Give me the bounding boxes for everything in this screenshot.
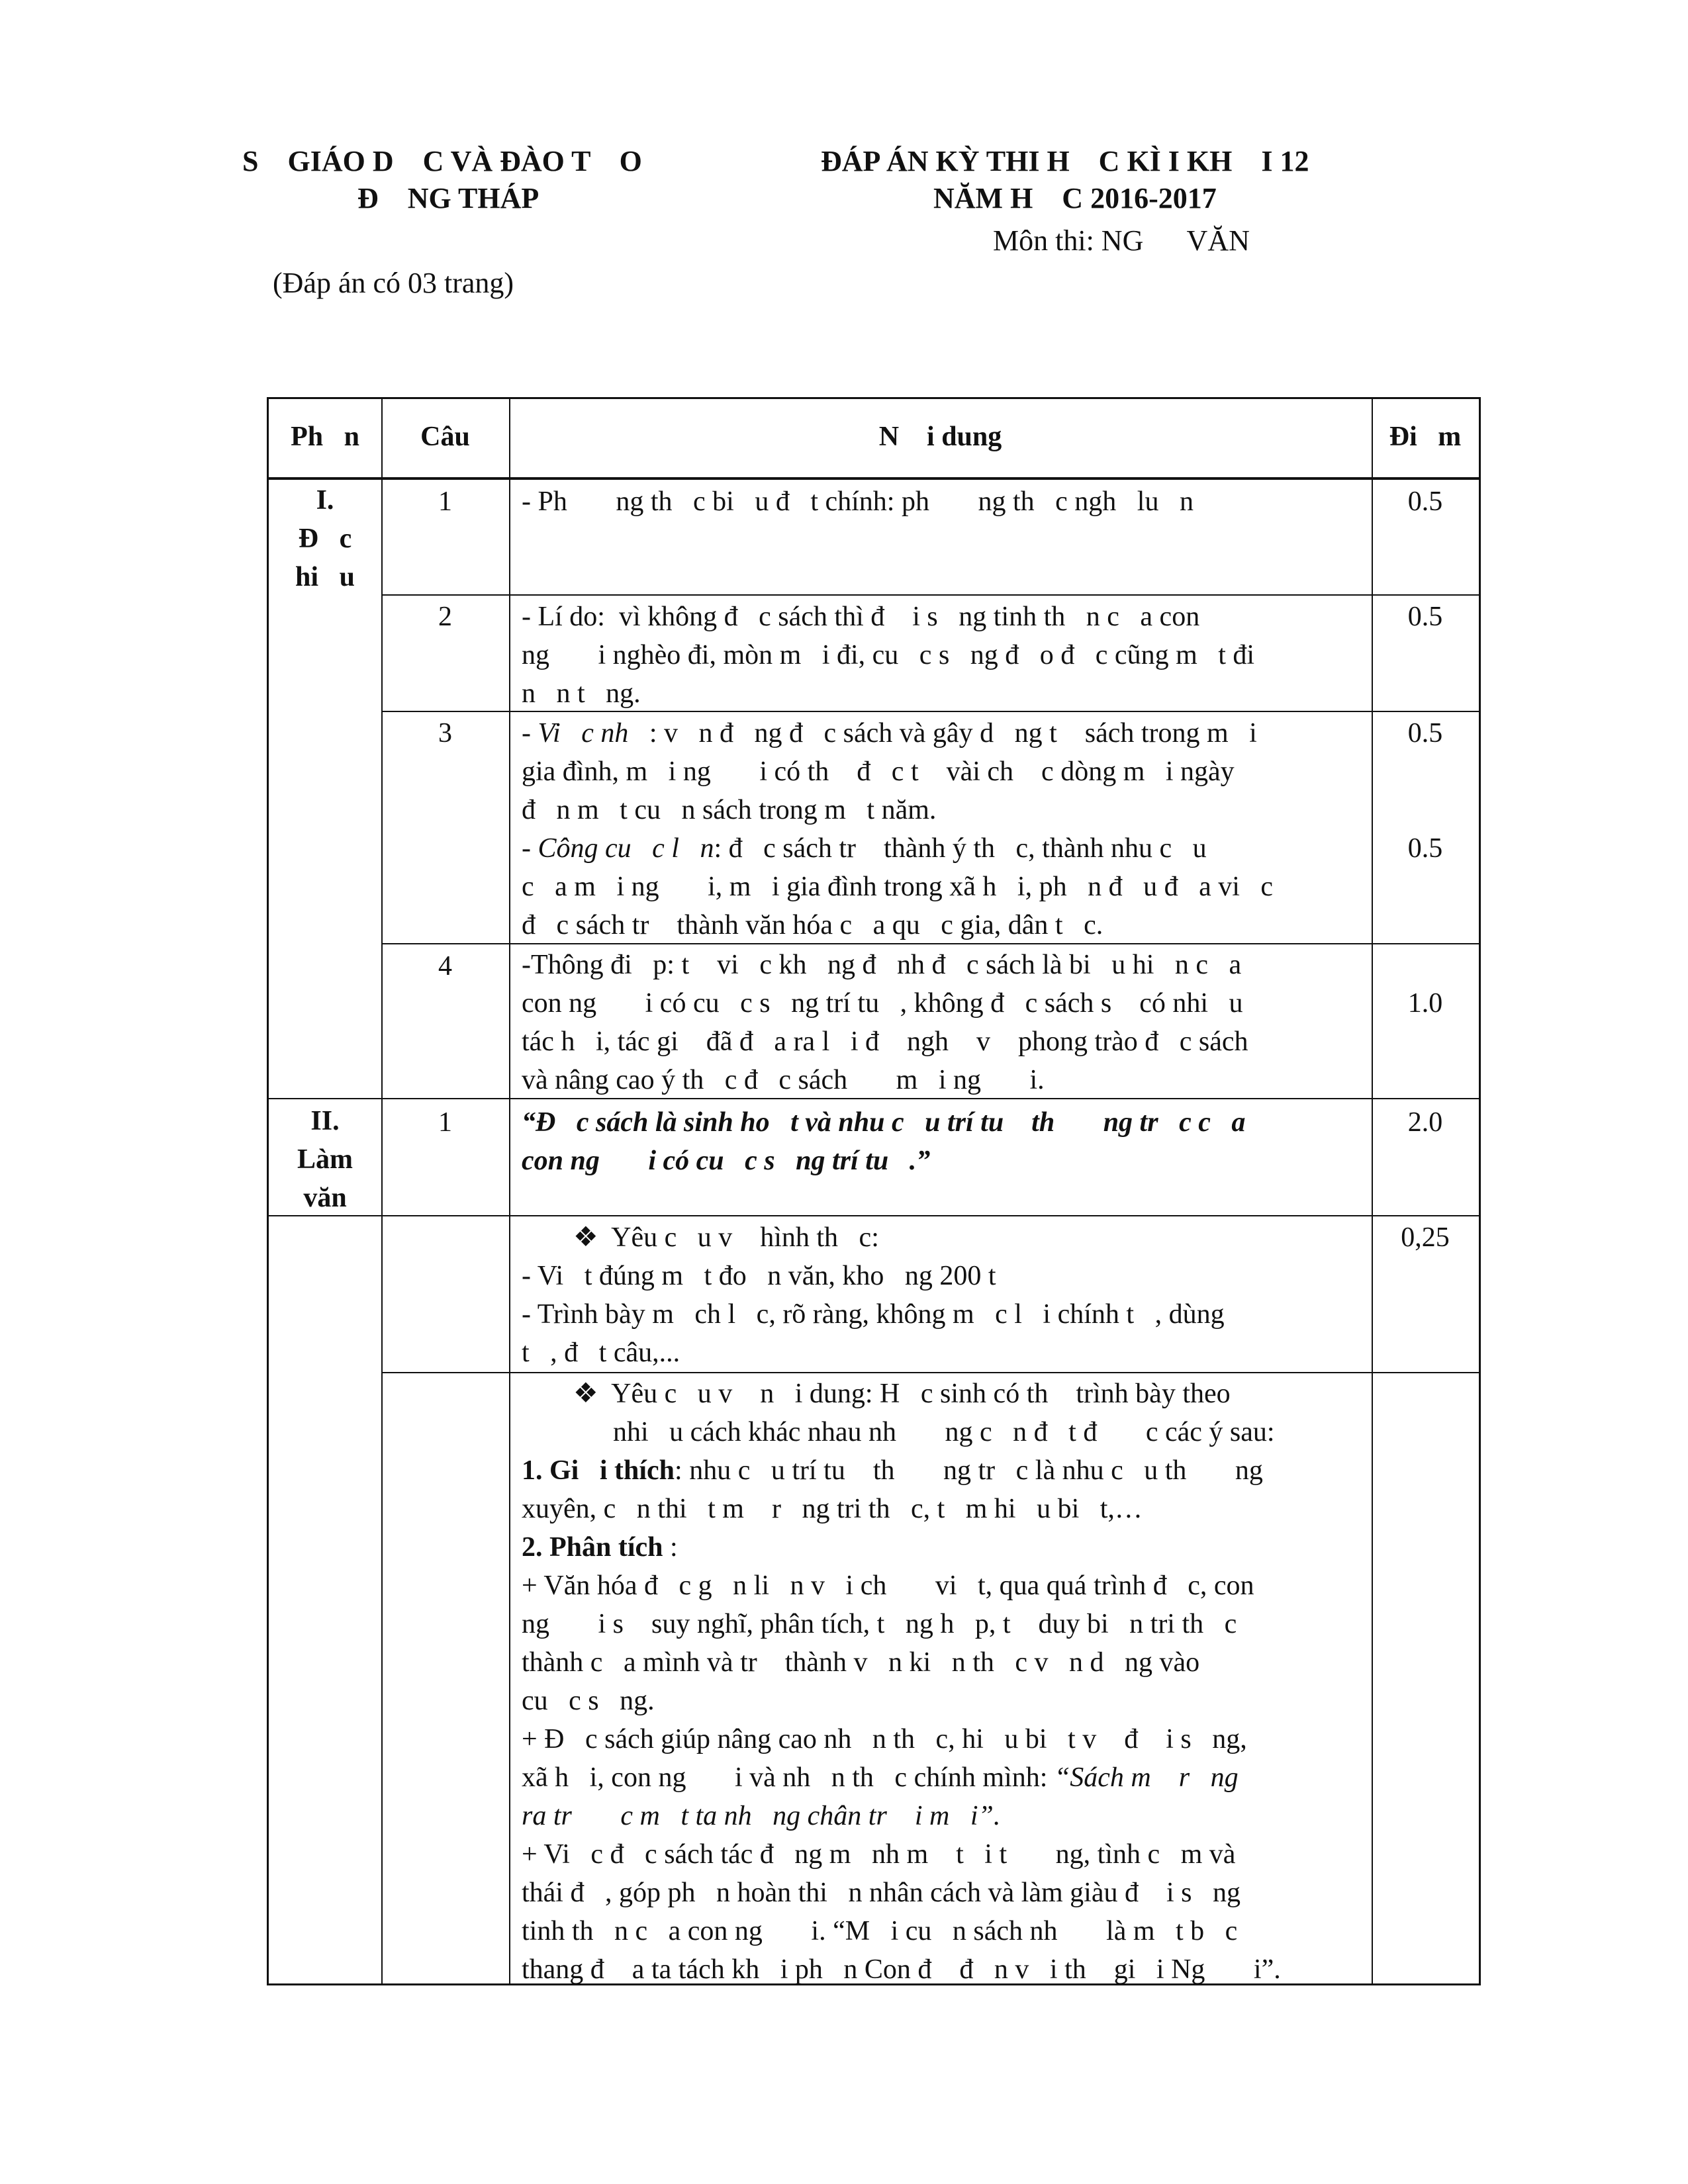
score: 0.5 — [1407, 602, 1443, 632]
diamond-bullet-icon: ❖ — [573, 1222, 598, 1253]
section-title: 2. Phân tích — [522, 1532, 663, 1563]
requirement-heading — [573, 1375, 1231, 1413]
answer-text: c a m i ng i, m i gia đình trong xã h i, ph n đ u đ a vi c — [522, 872, 1274, 902]
quote-text: “Sách m r ng — [1054, 1762, 1239, 1793]
question-number: 1 — [438, 1107, 452, 1138]
answer-table — [267, 397, 1481, 1985]
exam-title: ĐÁP ÁN KỲ THI H C KÌ I KH I 12 — [821, 145, 1309, 177]
section-colon: : — [663, 1532, 678, 1563]
answer-text: -Thông đi p: t vi c kh ng đ nh đ c sách là bi u hi n c a — [522, 950, 1242, 980]
answer-text: và nâng cao ý th c đ c sách m i ng i. — [522, 1065, 1045, 1095]
pages-note: (Đáp án có 03 trang) — [273, 267, 514, 299]
answer-text: - Vi t đúng m t đo n văn, kho ng 200 t — [522, 1261, 1017, 1291]
answer-text — [522, 829, 1207, 868]
answer-text: thái đ , góp ph n hoàn thi n nhân cách và làm giàu đ i s ng — [522, 1878, 1241, 1908]
answer-label-now: - Vi c nh — [522, 718, 649, 749]
province-name: Đ NG THÁP — [357, 182, 539, 214]
column-divider — [381, 399, 383, 1983]
answer-text: nhi u cách khác nhau nh ng c n đ t đ c các ý sau: — [613, 1417, 1275, 1447]
answer-text: tác h i, tác gi đã đ a ra l i đ ngh v phong trào đ c sách — [522, 1026, 1248, 1057]
answer-text: đ c sách tr thành văn hóa c a qu c gia, dân t c. — [522, 910, 1103, 940]
col-header-question: Câu — [420, 422, 470, 452]
answer-text: con ng i có cu c s ng trí tu , không đ c sách s có nhi u — [522, 988, 1243, 1019]
question-number: 4 — [438, 951, 452, 981]
question-number: 3 — [438, 718, 452, 749]
requirement-title: Yêu c u v hình th c: — [611, 1222, 879, 1253]
answer-text: - Ph ng th c bi u đ t chính: ph ng th c ngh lu n — [522, 486, 1194, 517]
answer-text — [522, 714, 1257, 752]
school-year: NĂM H C 2016-2017 — [933, 182, 1217, 214]
score: 0,25 — [1401, 1222, 1450, 1253]
subject-line: Môn thi: NG VĂN — [993, 224, 1250, 257]
answer-text: n n t ng. — [522, 678, 641, 709]
answer-label-big: - Công cu c l n — [522, 833, 714, 864]
row-divider — [381, 1372, 1479, 1373]
quote-intro: xã h i, con ng i và nh n th c chính mình: — [522, 1762, 1055, 1793]
answer-text: thành c a mình và tr thành v n ki n th c v n d ng vào — [522, 1647, 1200, 1678]
answer-text: + Vi c đ c sách tác đ ng m nh m t i t ng, tình c m và — [522, 1839, 1236, 1870]
essay-prompt: “Đ c sách là sinh ho t và nhu c u trí tu th ng tr c c a — [522, 1107, 1246, 1138]
score: 2.0 — [1407, 1107, 1443, 1138]
answer-text: ng i s suy nghĩ, phân tích, t ng h p, t duy bi n tri th c — [522, 1609, 1237, 1639]
answer-text: - Lí do: vì không đ c sách thì đ i s ng tinh th n c a con — [522, 602, 1200, 632]
answer-text: + Đ c sách giúp nâng cao nh n th c, hi u bi t v đ i s ng, — [522, 1724, 1247, 1754]
requirement-title: Yêu c u v n i dung: H c sinh có th trình bày theo — [611, 1379, 1231, 1409]
col-header-part: Ph n — [291, 422, 359, 452]
answer-text: + Văn hóa đ c g n li n v i ch vi t, qua quá trình đ c, con — [522, 1570, 1254, 1601]
question-number: 1 — [438, 486, 452, 517]
question-number: 2 — [438, 602, 452, 632]
answer-text-now: : v n đ ng đ c sách và gây d ng t sách trong m i — [649, 718, 1257, 749]
answer-text: thang đ a ta tách kh i ph n Con đ đ n v i th gi i Ng i”. — [522, 1954, 1281, 1985]
answer-text: cu c s ng. — [522, 1686, 655, 1716]
answer-text: gia đình, m i ng i có th đ c t vài ch c dòng m i ngày — [522, 756, 1235, 787]
answer-text: ng i nghèo đi, mòn m i đi, cu c s ng đ o đ c cũng m t đi — [522, 640, 1255, 670]
row-divider — [269, 1215, 1479, 1216]
col-header-content: N i dung — [878, 422, 1002, 452]
score: 0.5 — [1407, 486, 1443, 517]
answer-text: đ n m t cu n sách trong m t năm. — [522, 795, 937, 825]
column-divider — [1372, 399, 1373, 1983]
column-divider — [509, 399, 510, 1983]
part-label: Làm — [297, 1144, 353, 1175]
part-label: I. — [316, 485, 334, 516]
answer-text-big: : đ c sách tr thành ý th c, thành nhu c u — [714, 833, 1207, 864]
score: 0.5 — [1407, 833, 1443, 864]
answer-text: t , đ t câu,... — [522, 1338, 680, 1368]
part-label: Đ c — [298, 523, 352, 554]
score: 1.0 — [1407, 988, 1443, 1019]
answer-text: tinh th n c a con ng i. “M i cu n sách nh là m t b c — [522, 1916, 1238, 1946]
row-divider — [381, 594, 1479, 596]
answer-text — [522, 1758, 1239, 1797]
answer-text: - Trình bày m ch l c, rõ ràng, không m c l i chính t , dùng — [522, 1299, 1225, 1330]
part-label: hi u — [295, 562, 355, 592]
essay-prompt: con ng i có cu c s ng trí tu .” — [522, 1146, 931, 1176]
section-text: : nhu c u trí tu th ng tr c là nhu c u th ng — [675, 1455, 1263, 1486]
requirement-heading — [573, 1218, 879, 1257]
part-label: II. — [310, 1106, 340, 1136]
answer-text — [522, 1451, 1263, 1490]
answer-text: xuyên, c n thi t m r ng tri th c, t m hi u bi t,… — [522, 1494, 1143, 1524]
header-divider — [269, 477, 1479, 480]
answer-text — [522, 1528, 678, 1567]
section-title: 1. Gi i thích — [522, 1455, 675, 1486]
quote-text: ra tr c m t ta nh ng chân tr i m i”. — [522, 1801, 1001, 1831]
col-header-score: Đi m — [1389, 422, 1462, 452]
score: 0.5 — [1407, 718, 1443, 749]
diamond-bullet-icon: ❖ — [573, 1379, 598, 1409]
department-name: S GIÁO D C VÀ ĐÀO T O — [242, 145, 642, 177]
part-label: văn — [303, 1183, 347, 1213]
